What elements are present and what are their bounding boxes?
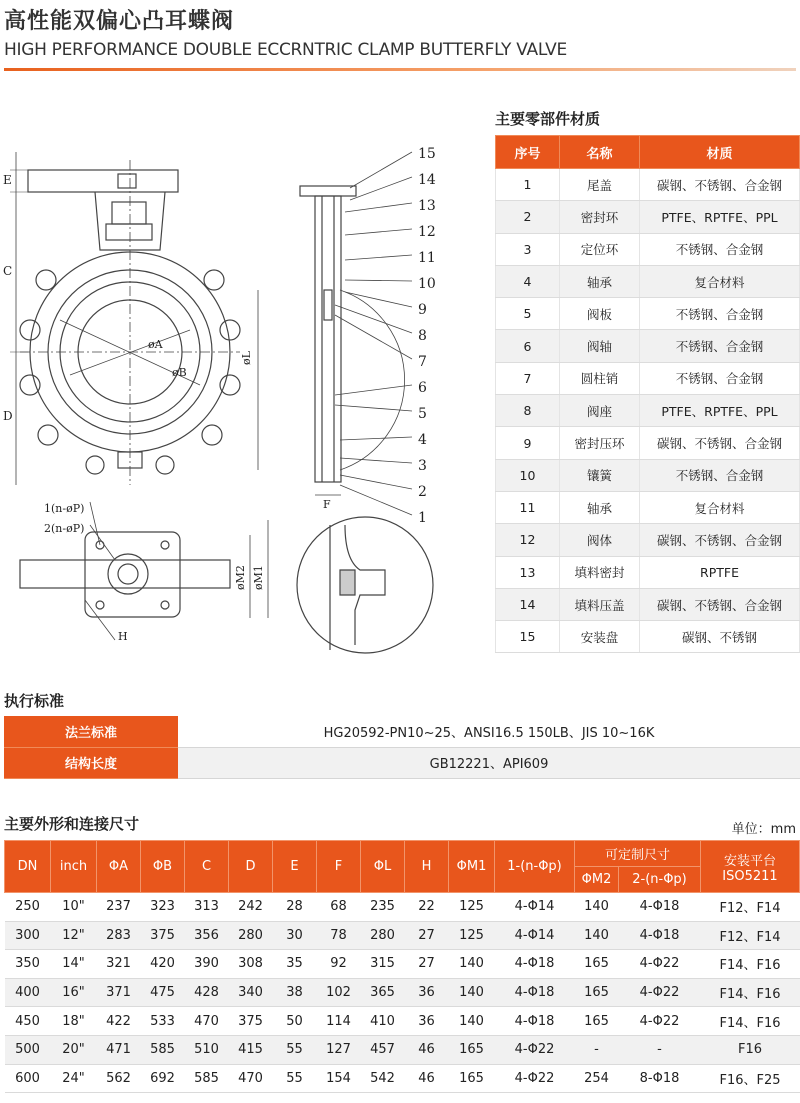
part-name: 阀轴 (560, 330, 640, 362)
dims-cell: 428 (185, 978, 229, 1007)
dims-cell: 125 (449, 921, 495, 950)
dims-cell: 18" (51, 1007, 97, 1036)
part-material: 碳钢、不锈钢 (640, 621, 800, 653)
standards-section-title: 执行标准 (4, 692, 65, 710)
part-no: 2 (496, 201, 560, 233)
table-row (496, 201, 800, 233)
dims-cell: 27 (405, 921, 449, 950)
dims-header: ΦL (361, 841, 405, 893)
dimensions-section-title: 主要外形和连接尺寸 (4, 815, 140, 833)
part-material: PTFE、RPTFE、PPL (640, 201, 800, 233)
dims-cell: 30 (273, 921, 317, 950)
dim-label-phi-a: øA (148, 338, 163, 351)
part-material: 复合材料 (640, 491, 800, 523)
parts-header-material: 材质 (640, 136, 800, 169)
dim-label-phi-l: øL (240, 351, 253, 365)
table-row (496, 298, 800, 330)
dims-cell: 55 (273, 1064, 317, 1093)
table-row (5, 1035, 800, 1064)
part-material: 不锈钢、合金钢 (640, 298, 800, 330)
table-row (496, 330, 800, 362)
table-row (5, 921, 800, 950)
table-row (496, 395, 800, 427)
table-row (496, 621, 800, 653)
dims-cell: 422 (97, 1007, 141, 1036)
mounting-plate (28, 170, 178, 192)
dims-cell: 585 (185, 1064, 229, 1093)
dims-cell: 27 (405, 950, 449, 979)
part-number: 13 (418, 198, 436, 214)
part-no: 12 (496, 524, 560, 556)
table-row (496, 524, 800, 556)
dims-cell: 242 (229, 893, 273, 922)
part-no: 15 (496, 621, 560, 653)
page-title: 高性能双偏心凸耳蝶阀 (4, 9, 235, 34)
part-number: 6 (418, 380, 427, 396)
table-row (5, 950, 800, 979)
dims-cell: 127 (317, 1035, 361, 1064)
dims-cell: 12" (51, 921, 97, 950)
part-name: 镶簧 (560, 459, 640, 491)
part-number: 15 (418, 146, 436, 162)
dims-cell: 562 (97, 1064, 141, 1093)
dims-header: ΦA (97, 841, 141, 893)
part-name: 填料密封 (560, 556, 640, 588)
valve-technical-drawing (0, 140, 490, 660)
dims-cell: 340 (229, 978, 273, 1007)
part-no: 4 (496, 265, 560, 297)
dims-cell: 24" (51, 1064, 97, 1093)
dimensions-table (4, 840, 800, 1093)
dims-cell: 475 (141, 978, 185, 1007)
part-name: 密封压环 (560, 427, 640, 459)
dims-cell: 410 (361, 1007, 405, 1036)
dims-cell: 4-Φ22 (619, 1007, 701, 1036)
part-number: 3 (418, 458, 427, 474)
dims-cell: 250 (5, 893, 51, 922)
dims-cell: 600 (5, 1064, 51, 1093)
part-number: 10 (418, 276, 436, 292)
dims-cell: 165 (449, 1035, 495, 1064)
dims-cell: 165 (449, 1064, 495, 1093)
dims-cell: 36 (405, 978, 449, 1007)
dims-cell: 356 (185, 921, 229, 950)
part-material: 碳钢、不锈钢、合金钢 (640, 169, 800, 201)
dims-header: DN (5, 841, 51, 893)
part-no: 5 (496, 298, 560, 330)
part-name: 阀座 (560, 395, 640, 427)
part-material: 碳钢、不锈钢、合金钢 (640, 588, 800, 620)
part-name: 阀体 (560, 524, 640, 556)
dims-cell: 154 (317, 1064, 361, 1093)
part-material: 碳钢、不锈钢、合金钢 (640, 427, 800, 459)
part-material: RPTFE (640, 556, 800, 588)
dims-header: C (185, 841, 229, 893)
table-row (5, 978, 800, 1007)
dims-cell: F14、F16 (701, 950, 800, 979)
dims-cell: F16、F25 (701, 1064, 800, 1093)
part-name: 轴承 (560, 491, 640, 523)
table-row (496, 556, 800, 588)
dim-label-f: F (323, 498, 331, 511)
dims-cell: 280 (229, 921, 273, 950)
part-material: PTFE、RPTFE、PPL (640, 395, 800, 427)
dims-cell: 4-Φ14 (495, 921, 575, 950)
part-no: 6 (496, 330, 560, 362)
table-row (496, 265, 800, 297)
dims-cell: 4-Φ14 (495, 893, 575, 922)
dims-cell: F16 (701, 1035, 800, 1064)
part-no: 13 (496, 556, 560, 588)
dims-cell: 78 (317, 921, 361, 950)
part-name: 定位环 (560, 233, 640, 265)
dims-cell: F12、F14 (701, 921, 800, 950)
dims-cell: 4-Φ18 (495, 978, 575, 1007)
dims-cell: F14、F16 (701, 978, 800, 1007)
part-name: 阀板 (560, 298, 640, 330)
part-number: 7 (418, 354, 427, 370)
dims-cell: 20" (51, 1035, 97, 1064)
page-subtitle: HIGH PERFORMANCE DOUBLE ECCRNTRIC CLAMP BUTTERFLY VALVE (4, 40, 567, 60)
dims-cell: 400 (5, 978, 51, 1007)
dims-cell: F14、F16 (701, 1007, 800, 1036)
dims-cell: 375 (141, 921, 185, 950)
dim-label-2-n-phi-p: 2(n-øP) (44, 522, 85, 535)
dims-header: H (405, 841, 449, 893)
dims-cell: 470 (229, 1064, 273, 1093)
part-no: 1 (496, 169, 560, 201)
dims-cell: 22 (405, 893, 449, 922)
dims-header: 1-(n-Φp) (495, 841, 575, 893)
dims-cell: 38 (273, 978, 317, 1007)
table-row (496, 459, 800, 491)
dim-label-e: E (3, 173, 12, 187)
dim-label-phi-m1: øM1 (252, 565, 265, 590)
part-no: 10 (496, 459, 560, 491)
dims-cell: 35 (273, 950, 317, 979)
dims-cell: 365 (361, 978, 405, 1007)
dims-cell: 510 (185, 1035, 229, 1064)
part-number: 2 (418, 484, 427, 500)
dims-cell: 102 (317, 978, 361, 1007)
part-name: 轴承 (560, 265, 640, 297)
part-name: 尾盖 (560, 169, 640, 201)
dims-header: D (229, 841, 273, 893)
dim-label-h: H (118, 630, 128, 643)
dims-cell: 4-Φ22 (619, 950, 701, 979)
table-row (4, 716, 800, 747)
part-number-labels (418, 146, 436, 526)
dim-label-1-n-phi-p: 1(n-øP) (44, 502, 85, 515)
table-row (496, 588, 800, 620)
dims-cell: 350 (5, 950, 51, 979)
dims-cell: 315 (361, 950, 405, 979)
parts-header-no: 序号 (496, 136, 560, 169)
dims-cell: 692 (141, 1064, 185, 1093)
part-number: 8 (418, 328, 427, 344)
dims-cell: 165 (575, 1007, 619, 1036)
part-number: 14 (418, 172, 436, 188)
part-number: 11 (418, 250, 436, 266)
dims-cell: 165 (575, 950, 619, 979)
dims-cell: 235 (361, 893, 405, 922)
dims-header: E (273, 841, 317, 893)
part-number: 4 (418, 432, 427, 448)
dims-cell: 4-Φ22 (619, 978, 701, 1007)
dims-cell: 500 (5, 1035, 51, 1064)
dims-cell: 140 (575, 893, 619, 922)
dims-header: F (317, 841, 361, 893)
part-no: 3 (496, 233, 560, 265)
dims-cell: 140 (449, 978, 495, 1007)
dims-subheader: 2-(n-Φp) (619, 867, 701, 893)
part-no: 11 (496, 491, 560, 523)
dims-cell: 14" (51, 950, 97, 979)
part-material: 碳钢、不锈钢、合金钢 (640, 524, 800, 556)
dims-cell: 46 (405, 1064, 449, 1093)
table-row (496, 427, 800, 459)
dims-header: ΦB (141, 841, 185, 893)
table-row (496, 491, 800, 523)
dim-label-c: C (3, 264, 13, 278)
standard-key: 法兰标准 (4, 716, 178, 747)
table-row (5, 1064, 800, 1093)
part-number: 9 (418, 302, 427, 318)
dims-cell: 533 (141, 1007, 185, 1036)
dims-cell: 254 (575, 1064, 619, 1093)
table-row (5, 893, 800, 922)
table-row (5, 1007, 800, 1036)
part-no: 7 (496, 362, 560, 394)
dims-header: ΦM1 (449, 841, 495, 893)
table-row (496, 169, 800, 201)
part-material: 不锈钢、合金钢 (640, 233, 800, 265)
standard-value: HG20592-PN10~25、ANSI16.5 150LB、JIS 10~16K (178, 716, 800, 747)
table-row (4, 747, 800, 778)
dims-cell: 4-Φ18 (495, 1007, 575, 1036)
part-number: 1 (418, 510, 427, 526)
part-no: 8 (496, 395, 560, 427)
standard-value: GB12221、API609 (178, 747, 800, 778)
dims-cell: 420 (141, 950, 185, 979)
dims-cell: F12、F14 (701, 893, 800, 922)
seal-detail-circle (297, 517, 433, 653)
dims-cell: 140 (575, 921, 619, 950)
dims-cell: 36 (405, 1007, 449, 1036)
dims-cell: 585 (141, 1035, 185, 1064)
part-no: 9 (496, 427, 560, 459)
dims-cell: - (619, 1035, 701, 1064)
dims-cell: 4-Φ18 (495, 950, 575, 979)
dims-cell: 92 (317, 950, 361, 979)
part-material: 不锈钢、合金钢 (640, 330, 800, 362)
part-material: 不锈钢、合金钢 (640, 362, 800, 394)
dims-header-iso: 安装平台 ISO5211 (701, 841, 800, 893)
dims-subheader: ΦM2 (575, 867, 619, 893)
dims-header-customizable: 可定制尺寸 (575, 841, 701, 867)
title-divider (4, 68, 796, 71)
dims-cell: 10" (51, 893, 97, 922)
part-name: 填料压盖 (560, 588, 640, 620)
dims-cell: 280 (361, 921, 405, 950)
dims-cell: 50 (273, 1007, 317, 1036)
dims-cell: 542 (361, 1064, 405, 1093)
part-name: 圆柱销 (560, 362, 640, 394)
dims-cell: 68 (317, 893, 361, 922)
dims-cell: 140 (449, 1007, 495, 1036)
dims-cell: 46 (405, 1035, 449, 1064)
dims-cell: 323 (141, 893, 185, 922)
dims-cell: 55 (273, 1035, 317, 1064)
dims-header: inch (51, 841, 97, 893)
dims-cell: 375 (229, 1007, 273, 1036)
dims-cell: 114 (317, 1007, 361, 1036)
dims-cell: 371 (97, 978, 141, 1007)
part-number: 5 (418, 406, 427, 422)
dims-cell: 283 (97, 921, 141, 950)
dims-cell: 4-Φ22 (495, 1035, 575, 1064)
dims-cell: 308 (229, 950, 273, 979)
dims-cell: 4-Φ22 (495, 1064, 575, 1093)
dims-cell: 470 (185, 1007, 229, 1036)
dims-cell: 165 (575, 978, 619, 1007)
part-name: 密封环 (560, 201, 640, 233)
table-row (496, 362, 800, 394)
parts-material-table (495, 135, 800, 653)
dims-cell: 300 (5, 921, 51, 950)
dims-cell: 471 (97, 1035, 141, 1064)
dim-label-phi-m2: øM2 (234, 565, 247, 590)
standards-table (4, 716, 800, 779)
parts-header-name: 名称 (560, 136, 640, 169)
dims-cell: 4-Φ18 (619, 921, 701, 950)
part-no: 14 (496, 588, 560, 620)
standard-key: 结构长度 (4, 747, 178, 778)
dims-cell: 8-Φ18 (619, 1064, 701, 1093)
dim-label-phi-b: øB (172, 366, 187, 379)
dims-cell: 415 (229, 1035, 273, 1064)
part-name: 安装盘 (560, 621, 640, 653)
dims-cell: - (575, 1035, 619, 1064)
dims-cell: 390 (185, 950, 229, 979)
dim-label-d: D (3, 409, 13, 423)
dims-cell: 4-Φ18 (619, 893, 701, 922)
dims-cell: 450 (5, 1007, 51, 1036)
dims-cell: 16" (51, 978, 97, 1007)
dims-cell: 28 (273, 893, 317, 922)
dims-cell: 125 (449, 893, 495, 922)
table-row (496, 233, 800, 265)
dims-cell: 237 (97, 893, 141, 922)
part-material: 复合材料 (640, 265, 800, 297)
part-material: 不锈钢、合金钢 (640, 459, 800, 491)
dims-cell: 457 (361, 1035, 405, 1064)
unit-label: 单位：mm (731, 822, 796, 837)
dims-cell: 313 (185, 893, 229, 922)
dims-cell: 321 (97, 950, 141, 979)
dims-cell: 140 (449, 950, 495, 979)
part-number: 12 (418, 224, 436, 240)
parts-section-title: 主要零部件材质 (495, 110, 601, 128)
